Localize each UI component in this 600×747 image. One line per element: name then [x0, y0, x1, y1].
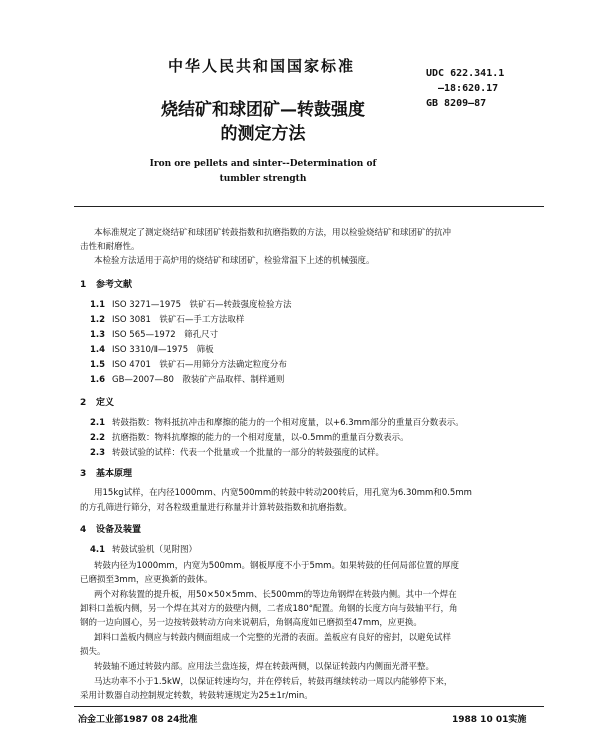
ref-item-number: 1.5 — [90, 360, 106, 370]
ref-item-number: 1.1 — [90, 300, 106, 310]
subsection-4-1 — [90, 543, 197, 555]
definition-item — [90, 431, 409, 443]
definition-text: 抗磨指数：物料抗摩擦的能力的一个相对度量，以-0.5mm的重量百分数表示。 — [112, 433, 409, 443]
approval-date: 冶金工业部1987 08 24批准 — [78, 715, 198, 725]
intro-paragraph-1-line-2: 击性和耐磨性。 — [80, 242, 140, 252]
subsection-number: 4.1 — [90, 545, 106, 555]
section-2-number: 2 — [80, 398, 87, 408]
ref-item-number: 1.6 — [90, 375, 106, 385]
definition-text: 转鼓试验的试样：代表一个批量或一个批量的一部分的转鼓强度的试样。 — [112, 448, 385, 458]
principle-line-1: 用15kg试样，在内径1000mm、内宽500mm的转鼓中转动200转后，用孔宽为6.30mm和0.5mm — [94, 488, 472, 498]
ref-item-text: ISO 3271—1975 铁矿石—转鼓强度检验方法 — [112, 300, 292, 310]
ref-item-number: 1.2 — [90, 315, 106, 325]
chinese-title-line-2: 的测定方法 — [220, 124, 306, 144]
equipment-line: 损失。 — [80, 647, 106, 657]
equipment-line: 卸料口盖板内侧应与转鼓内侧面组成一个完整的光滑的表面。盖板应有良好的密封，以避免试样 — [94, 633, 452, 643]
ref-item-text: ISO 4701 铁矿石—用筛分方法确定粒度分布 — [112, 360, 287, 370]
section-4-title: 设备及装置 — [96, 525, 142, 535]
definition-number: 2.3 — [90, 448, 106, 458]
definition-number: 2.1 — [90, 418, 106, 428]
ref-item-number: 1.3 — [90, 330, 106, 340]
section-3-heading — [80, 466, 132, 479]
ref-item — [90, 328, 218, 340]
section-3-number: 3 — [80, 469, 87, 479]
issuing-authority: 中华人民共和国国家标准 — [168, 57, 356, 75]
ref-item-text: ISO 3081 铁矿石—手工方法取样 — [112, 315, 245, 325]
equipment-line: 转鼓轴不通过转鼓内部。应用法兰盘连接，焊在转鼓两侧，以保证转鼓内内侧面光滑平整。 — [94, 662, 435, 672]
ref-item — [90, 373, 284, 385]
ref-item-text: ISO 565—1972 筛孔尺寸 — [112, 330, 219, 340]
definition-item — [90, 446, 384, 458]
chinese-title — [0, 98, 600, 146]
definition-number: 2.2 — [90, 433, 106, 443]
definition-text: 转鼓指数：物料抵抗冲击和摩擦的能力的一个相对度量，以+6.3mm部分的重量百分数表示。 — [112, 418, 464, 428]
implementation-date: 1988 10 01实施 — [452, 715, 527, 725]
english-title-line-1: Iron ore pellets and sinter--Determination of — [149, 159, 377, 169]
section-1-title: 参考文献 — [96, 280, 133, 290]
section-1-number: 1 — [80, 280, 87, 290]
section-1-heading — [80, 277, 132, 290]
footer-divider — [74, 706, 544, 707]
ref-item — [90, 343, 214, 355]
ref-item — [90, 313, 244, 325]
udc-code: UDC 622.341.1 — [426, 68, 505, 79]
equipment-line: 转鼓内径为1000mm，内宽为500mm。钢板厚度不小于5mm。如果转鼓的任何局部位置的厚度 — [94, 561, 459, 571]
section-3-title: 基本原理 — [96, 469, 133, 479]
intro-paragraph-1-line-1: 本标准规定了测定烧结矿和球团矿转鼓指数和抗磨指数的方法，用以检验烧结矿和球团矿的抗冲 — [94, 228, 452, 238]
header-divider — [74, 206, 544, 207]
ref-item-text: ISO 3310/Ⅱ—1975 筛板 — [112, 345, 214, 355]
equipment-line: 卸料口盖板内侧，另一个焊在其对方的鼓壁内侧，二者成180°配置。角钢的长度方向与鼓轴平行，角 — [80, 604, 458, 614]
chinese-title-line-1: 烧结矿和球团矿—转鼓强度 — [161, 100, 365, 120]
section-4-heading — [80, 522, 141, 535]
section-4-number: 4 — [80, 525, 87, 535]
ref-item — [90, 298, 292, 310]
english-title-line-2: tumbler strength — [219, 174, 307, 184]
udc-code-continuation: —18:620.17 — [438, 83, 499, 94]
equipment-line: 采用计数器自动控制规定转数，转鼓转速规定为25±1r/min。 — [80, 691, 313, 701]
ref-item-text: GB—2007—80 散装矿产品取样、制样通则 — [112, 375, 285, 385]
gb-standard-number: GB 8209—87 — [426, 98, 487, 109]
definition-item — [90, 416, 464, 428]
subsection-title: 转鼓试验机（见附图） — [112, 545, 198, 555]
equipment-line: 两个对称装置的提升板，用50×50×5mm、长500mm的等边角钢焊在转鼓内侧。其中一个焊在 — [94, 590, 457, 600]
ref-item — [90, 358, 287, 370]
intro-paragraph-2: 本检验方法适用于高炉用的烧结矿和球团矿，检验常温下上述的机械强度。 — [94, 256, 375, 266]
section-2-heading — [80, 395, 114, 408]
ref-item-number: 1.4 — [90, 345, 106, 355]
principle-line-2: 的方孔筛进行筛分，对各粒级重量进行称量并计算转鼓指数和抗磨指数。 — [80, 503, 353, 513]
equipment-line: 马达功率不小于1.5kW，以保证转速均匀，并在停转后，转鼓再继续转动一周以内能够停下来， — [94, 677, 453, 687]
equipment-line: 已磨损至3mm，应更换新的鼓体。 — [80, 575, 213, 585]
section-2-title: 定义 — [96, 398, 115, 408]
english-title — [0, 157, 600, 187]
equipment-line: 钢的一边向圆心，另一边按转鼓转动方向来说朝后，角钢高度如已磨损至47mm，应更换。 — [80, 618, 422, 628]
